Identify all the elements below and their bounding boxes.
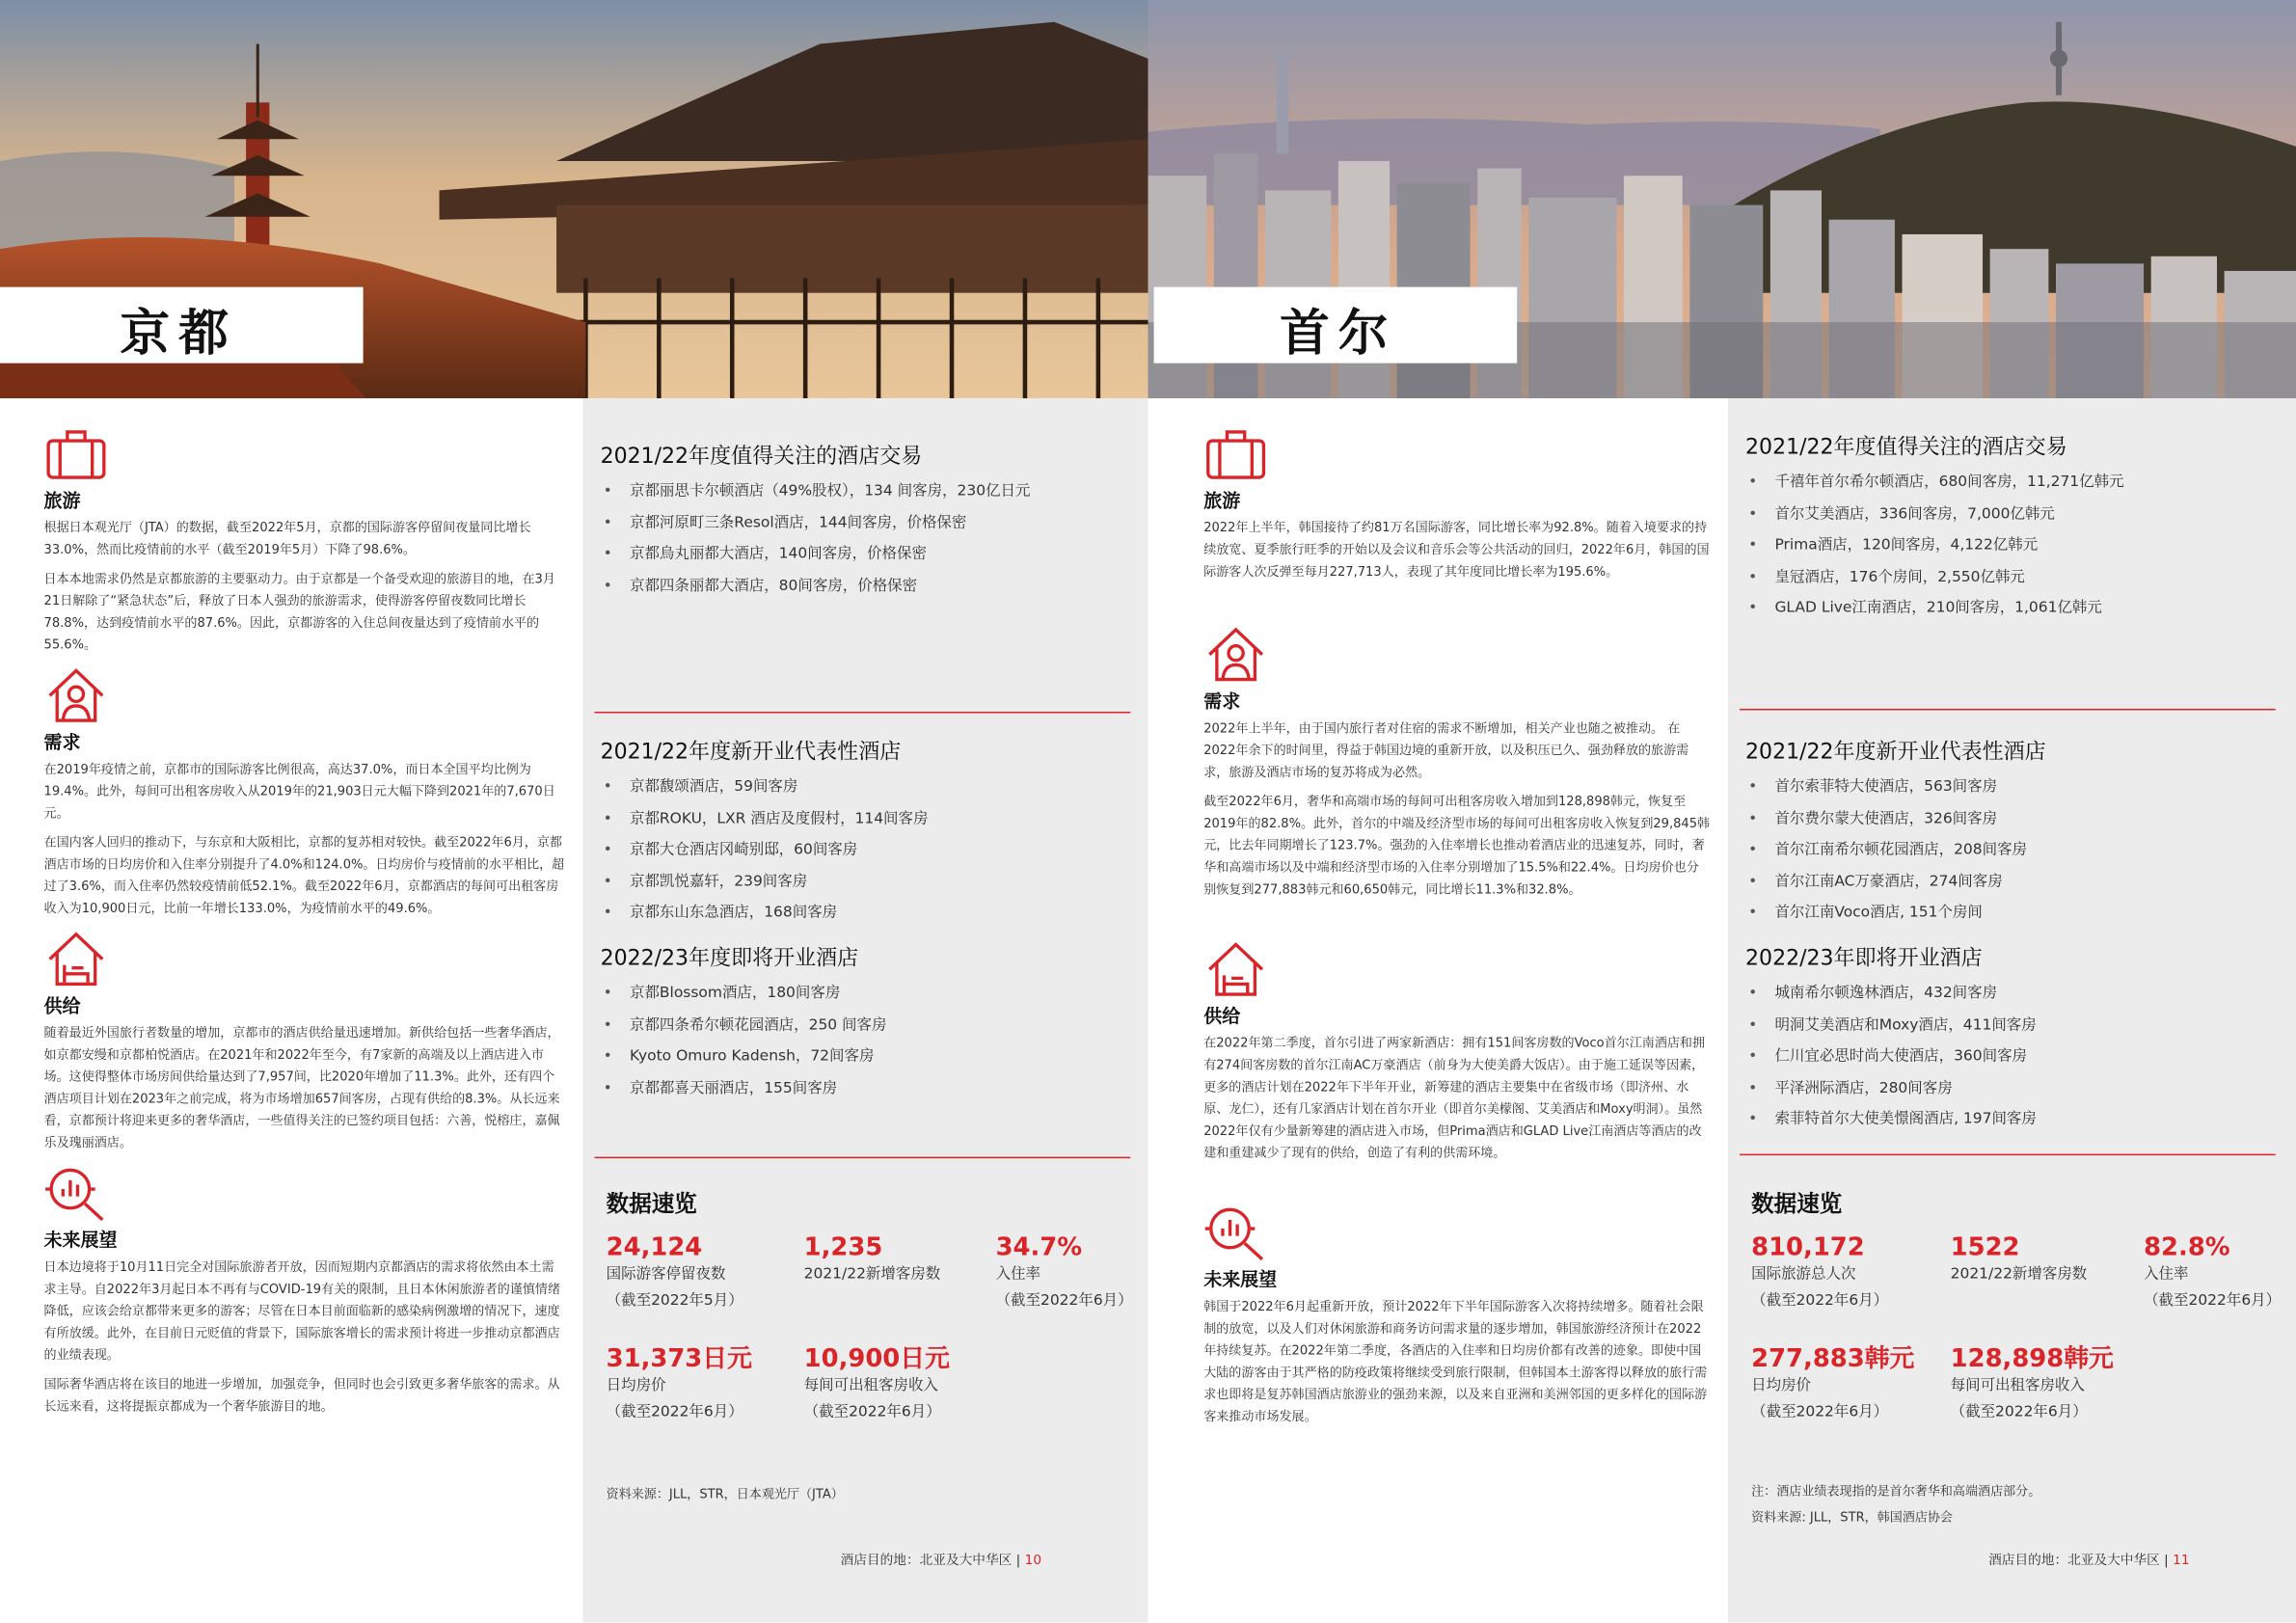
source-note: 资料来源: JLL，STR，韩国酒店协会	[1751, 1511, 1953, 1527]
stat-item	[804, 1344, 950, 1426]
section-title: 未来展望	[43, 1229, 118, 1251]
list-item: • 索菲特首尔大使美憬阁酒店, 197间客房	[1748, 1105, 2273, 1137]
list-item: • 千禧年首尔希尔顿酒店，680间客房，11,271亿韩元	[1748, 467, 2273, 499]
stat-item	[607, 1233, 743, 1315]
stat-value: 128,898韩元	[1950, 1343, 2114, 1374]
section-title: 供给	[1203, 1004, 1241, 1027]
block-title: 2021/22年度新开业代表性酒店	[600, 741, 902, 765]
paragraph: 在2022年第二季度，首尔引进了两家新酒店：拥有151间客房数的Voco首尔江南酒店和拥有274间客房数的首尔江南AC万豪酒店（前身为大使美爵大饭店）。由于施工延误等因素，更多的酒店计划在2022年下半年开业，新筹建的酒店主要集中在省级市场（即济州、水原、龙仁），还有几家酒店计划在首尔开业（即首尔美檬阁、艾美酒店和Moxy明洞）。虽然2022年仅有少量新筹建的酒店进入市场，但Prima酒店和GLAD Live江南酒店等酒店的改建和重建减少了现有的供给，创造了有利的供需环境。	[1203, 1037, 1706, 1162]
city-label-box	[0, 287, 364, 364]
list-item: • 京都四条丽都大酒店，80间客房，价格保密	[604, 571, 1128, 603]
stat-label: 入住率	[995, 1266, 1040, 1284]
block-title: 2022/23年度即将开业酒店	[600, 947, 859, 971]
section-title: 需求	[43, 730, 81, 753]
list-item: • 京都馥颂酒店，59间客房	[604, 771, 1128, 803]
divider	[1740, 709, 2276, 711]
demand-section	[44, 666, 566, 921]
stat-value: 277,883韩元	[1751, 1343, 1915, 1374]
list-item: • 京都凯悦嘉轩，239间客房	[604, 867, 1128, 899]
outlook-section	[44, 1164, 566, 1419]
stat-label: 入住率	[2144, 1266, 2189, 1284]
openings-block	[1745, 735, 2273, 930]
stat-item	[996, 1233, 1133, 1315]
section-title: 旅游	[1203, 489, 1241, 511]
stat-value: 34.7%	[995, 1232, 1083, 1262]
paragraph: 国际奢华酒店将在该目的地进一步增加，加强竞争，但同时也会引致更多奢华旅客的需求。从长远来看，这将提振京都成为一个奢华旅游目的地。	[43, 1377, 560, 1415]
divider	[595, 1157, 1131, 1159]
list-item: • 皇冠酒店，176个房间，2,550亿韩元	[1748, 562, 2273, 594]
section-title: 未来展望	[1203, 1268, 1278, 1290]
stat-note: （截至2022年5月）	[606, 1292, 743, 1310]
divider	[595, 712, 1131, 714]
section-title: 供给	[43, 994, 81, 1016]
page-number: 11	[2173, 1554, 2190, 1569]
block-title: 数据速览	[1751, 1190, 1843, 1217]
kyoto-page	[0, 0, 1148, 1622]
demand-section	[1203, 625, 1710, 902]
house-person-icon	[1203, 625, 1268, 684]
page-footer	[841, 1550, 1041, 1569]
list-item: • 京都东山东急酒店，168间客房	[604, 898, 1128, 930]
stat-item	[1951, 1233, 2088, 1289]
list-item: • 京都Blossom酒店，180间客房	[604, 978, 1128, 1010]
list-item: • 首尔江南Voco酒店, 151个房间	[1748, 898, 2273, 930]
block-title: 数据速览	[606, 1190, 697, 1217]
block-title: 2021/22年度值得关注的酒店交易	[1745, 436, 2067, 460]
list-item: • 明洞艾美酒店和Moxy酒店，411间客房	[1748, 1010, 2273, 1041]
stat-note: （截至2022年6月）	[2144, 1292, 2282, 1310]
stat-label: 日均房价	[1751, 1377, 1812, 1394]
suitcase-icon	[1203, 424, 1268, 483]
stat-label: 日均房价	[606, 1377, 666, 1394]
seoul-main-column	[1203, 424, 1710, 1438]
paragraph: 2022年上半年，韩国接待了约81万名国际游客，同比增长率为92.8%。随着入境要求的持续放宽、夏季旅行旺季的开始以及会议和音乐会等公共活动的回归，2022年6月，韩国的国际游客人次反弹至每月227,713人，表现了其年度同比增长率为195.6%。	[1203, 521, 1710, 581]
divider	[1740, 1154, 2276, 1156]
outlook-section	[1203, 1204, 1710, 1429]
stat-label: 每间可出租客房收入	[1950, 1377, 2085, 1394]
section-title: 旅游	[43, 489, 81, 511]
stat-label: 2021/22新增客房数	[1950, 1266, 2088, 1284]
magnifier-chart-icon	[44, 1164, 109, 1223]
stat-item	[1951, 1344, 2114, 1426]
section-title: 需求	[1203, 690, 1241, 712]
paragraph: 韩国于2022年6月起重新开放，预计2022年下半年国际游客入次将持续增多。随着社会限制的放宽，以及人们对休闲旅游和商务访问需求量的逐步增加，韩国旅游经济预计在2022年持续复苏。在2022年第二季度，各酒店的入住率和日均房价都有改善的迹象。即使中国大陆的游客由于其严格的防疫政策将继续受到旅行限制，但韩国本土游客得以释放的旅行需求也即将是复苏韩国酒店旅游业的强劲来源，以及来自亚洲和美洲邻国的更多样化的国际游客来推动市场发展。	[1203, 1300, 1708, 1425]
list-item: • Prima酒店，120间客房，4,122亿韩元	[1748, 530, 2273, 562]
supply-section	[1203, 940, 1710, 1166]
stat-item	[1751, 1344, 1914, 1426]
stat-value: 31,373日元	[606, 1343, 752, 1374]
magnifier-chart-icon	[1203, 1204, 1268, 1262]
list-item: • GLAD Live江南酒店，210间客房，1,061亿韩元	[1748, 594, 2273, 626]
stat-item	[607, 1344, 752, 1426]
stat-label: 2021/22新增客房数	[803, 1266, 941, 1284]
stat-label: 每间可出租客房收入	[803, 1377, 938, 1394]
kyoto-main-column	[44, 424, 566, 1427]
stat-label: 国际旅游总人次	[1751, 1266, 1856, 1284]
upcoming-block	[601, 941, 1128, 1104]
stat-note: （截至2022年6月）	[803, 1404, 941, 1420]
list-item: • 平泽洲际酒店，280间客房	[1748, 1073, 2273, 1105]
list-item: • 首尔费尔蒙大使酒店，326间客房	[1748, 803, 2273, 835]
list-item: • 京都丽思卡尔顿酒店（49%股权），134 间客房，230亿日元	[604, 476, 1128, 508]
list-item: • Kyoto Omuro Kadensh，72间客房	[604, 1041, 1128, 1073]
stat-value: 82.8%	[2144, 1232, 2230, 1262]
list-item: • 京都都喜天丽酒店，155间客房	[604, 1073, 1128, 1105]
paragraph: 在2019年疫情之前，京都市的国际游客比例很高，高达37.0%，而日本全国平均比例为19.4%。此外，每间可出租客房收入从2019年的21,903日元大幅下降到2021年的7,670日元。	[43, 763, 555, 822]
supply-section	[44, 930, 566, 1155]
tourism-section	[1203, 424, 1710, 584]
paragraph: 日本边境将于10月11日完全对国际旅游者开放，因而短期内京都酒店的需求将依然由本土需求主导。自2022年3月起日本不再有与COVID-19有关的限制，且日本休闲旅游者的谨慎情绪降低，应该会给京都带来更多的游客；尽管在日本目前面临新的感染病例激增的情况下，速度有所放缓。此外，在目前日元贬值的背景下，国际旅客增长的需求预计将进一步推动京都酒店的业绩表现。	[43, 1260, 561, 1364]
page-footer	[1988, 1550, 2189, 1569]
footer-text: 酒店目的地：北亚及大中华区 |	[1988, 1554, 2169, 1569]
list-item: • 首尔索菲特大使酒店，563间客房	[1748, 771, 2273, 803]
stat-value: 1,235	[803, 1232, 883, 1262]
paragraph: 在国内客人回归的推动下，与东京和大阪相比，京都的复苏相对较快。截至2022年6月，京都酒店市场的日均房价和入住率分别提升了4.0%和124.0%。日均房价与疫情前的水平相比，超过了3.6%，而入住率仍然较疫情前低52.1%。截至2022年6月，京都酒店的每间可出租客房收入为10,900日元，比前一年增长133.0%，为疫情前水平的49.6%。	[43, 836, 565, 917]
block-title: 2021/22年度值得关注的酒店交易	[600, 445, 923, 469]
paragraph: 截至2022年6月，奢华和高端市场的每间可出租客房收入增加到128,898韩元，恢复至2019年的82.8%。此外，首尔的中端及经济型市场的每间可出租客房收入恢复到29,845韩元，比去年同期增长了123.7%。强劲的入住率增长也推动着酒店业的迅速复苏，同时，奢华和高端市场以及中端和经济型市场的入住率分别增加了15.5%和22.4%。日均房价也分别恢复到277,883韩元和60,650韩元，同比增长11.3%和32.8%。	[1203, 795, 1711, 898]
stat-item	[804, 1233, 941, 1289]
city-name: 京都	[120, 304, 237, 364]
block-title: 2022/23年即将开业酒店	[1745, 947, 1983, 971]
list-item: • 首尔江南希尔顿花园酒店，208间客房	[1748, 835, 2273, 867]
list-item: • 首尔艾美酒店，336间客房，7,000亿韩元	[1748, 499, 2273, 530]
paragraph: 根据日本观光厅（JTA）的数据，截至2022年5月，京都的国际游客停留间夜量同比增长33.0%，然而比疫情前的水平（截至2019年5月）下降了98.6%。	[43, 521, 531, 558]
stat-note: （截至2022年6月）	[606, 1404, 743, 1420]
paragraph: 随着最近外国旅行者数量的增加，京都市的酒店供给量迅速增加。新供给包括一些奢华酒店，如京都安缦和京都柏悦酒店。在2021年和2022年至今，有7家新的高端及以上酒店进入市场。这使得整体市场房间供给量达到了7,957间，比2020年增加了11.3%。此外，还有四个酒店项目计划在2023年之前完成，将为市场增加657间客房，占现有供给的8.3%。从长远来看，京都预计将迎来更多的奢华酒店，一些值得关注的已签约项目包括：六善，悦榕庄，嘉佩乐及瑰丽酒店。	[43, 1026, 560, 1151]
stat-item	[1751, 1233, 1888, 1315]
house-bed-icon	[44, 930, 109, 988]
source-note: 资料来源：JLL，STR，日本观光厅（JTA）	[606, 1487, 844, 1502]
house-person-icon	[44, 666, 109, 725]
stat-value: 24,124	[606, 1232, 703, 1262]
list-item: • 仁川宜必思时尚大使酒店，360间客房	[1748, 1041, 2273, 1073]
stat-value: 10,900日元	[803, 1343, 950, 1374]
stat-item	[2144, 1233, 2281, 1315]
stats-block	[607, 1186, 1134, 1239]
stat-value: 810,172	[1751, 1232, 1865, 1262]
stat-note: （截至2022年6月）	[1950, 1404, 2088, 1420]
stat-label: 国际游客停留夜数	[606, 1266, 726, 1284]
tourism-section	[44, 424, 566, 657]
deals-block	[1745, 430, 2273, 625]
page-number: 10	[1024, 1554, 1042, 1569]
stat-note: （截至2022年6月）	[995, 1292, 1133, 1310]
suitcase-icon	[44, 424, 109, 483]
upcoming-block	[1745, 941, 2273, 1136]
kyoto-hero-photo	[0, 0, 1148, 398]
list-item: • 京都河原町三条Resol酒店，144间客房，价格保密	[604, 507, 1128, 539]
list-item: • 京都烏丸丽都大酒店，140间客房，价格保密	[604, 539, 1128, 571]
paragraph: 日本本地需求仍然是京都旅游的主要驱动力。由于京都是一个备受欢迎的旅游目的地，在3月21日解除了“紧急状态”后，释放了日本人强劲的旅游需求，使得游客停留夜数同比增长78.8%，达到疫情前水平的87.6%。因此，京都游客的入住总间夜量达到了疫情前水平的55.6%。	[43, 572, 555, 654]
kyoto-side-panel	[582, 398, 1148, 1622]
city-name: 首尔	[1280, 304, 1397, 364]
house-bed-icon	[1203, 940, 1268, 999]
list-item: • 首尔江南AC万豪酒店，274间客房	[1748, 867, 2273, 899]
paragraph: 2022年上半年，由于国内旅行者对住宿的需求不断增加，相关产业也随之被推动。 在2022年余下的时间里，得益于韩国边境的重新开放，以及积压已久、强劲释放的旅游需求，旅游及酒店市场的复苏将成为必然。	[1203, 721, 1689, 781]
stats-block	[1751, 1186, 2279, 1239]
footer-text: 酒店目的地：北亚及大中华区 |	[840, 1554, 1021, 1569]
footnote: 注：酒店业绩表现指的是首尔奢华和高端酒店部分。	[1751, 1484, 2041, 1500]
list-item: • 京都ROKU，LXR 酒店及度假村，114间客房	[604, 803, 1128, 835]
seoul-page	[1148, 0, 2296, 1622]
seoul-side-panel	[1728, 398, 2296, 1622]
openings-block	[601, 735, 1128, 930]
list-item: • 城南希尔顿逸林酒店，432间客房	[1748, 978, 2273, 1010]
deals-block	[601, 440, 1128, 603]
block-title: 2021/22年度新开业代表性酒店	[1745, 741, 2046, 765]
stat-note: （截至2022年6月）	[1751, 1292, 1889, 1310]
city-label-box	[1154, 287, 1518, 364]
seoul-hero-photo	[1148, 0, 2296, 398]
list-item: • 京都大仓酒店冈崎别邸，60间客房	[604, 835, 1128, 867]
list-item: • 京都四条希尔顿花园酒店，250 间客房	[604, 1010, 1128, 1041]
stat-value: 1522	[1950, 1232, 2020, 1262]
stat-note: （截至2022年6月）	[1751, 1404, 1889, 1420]
